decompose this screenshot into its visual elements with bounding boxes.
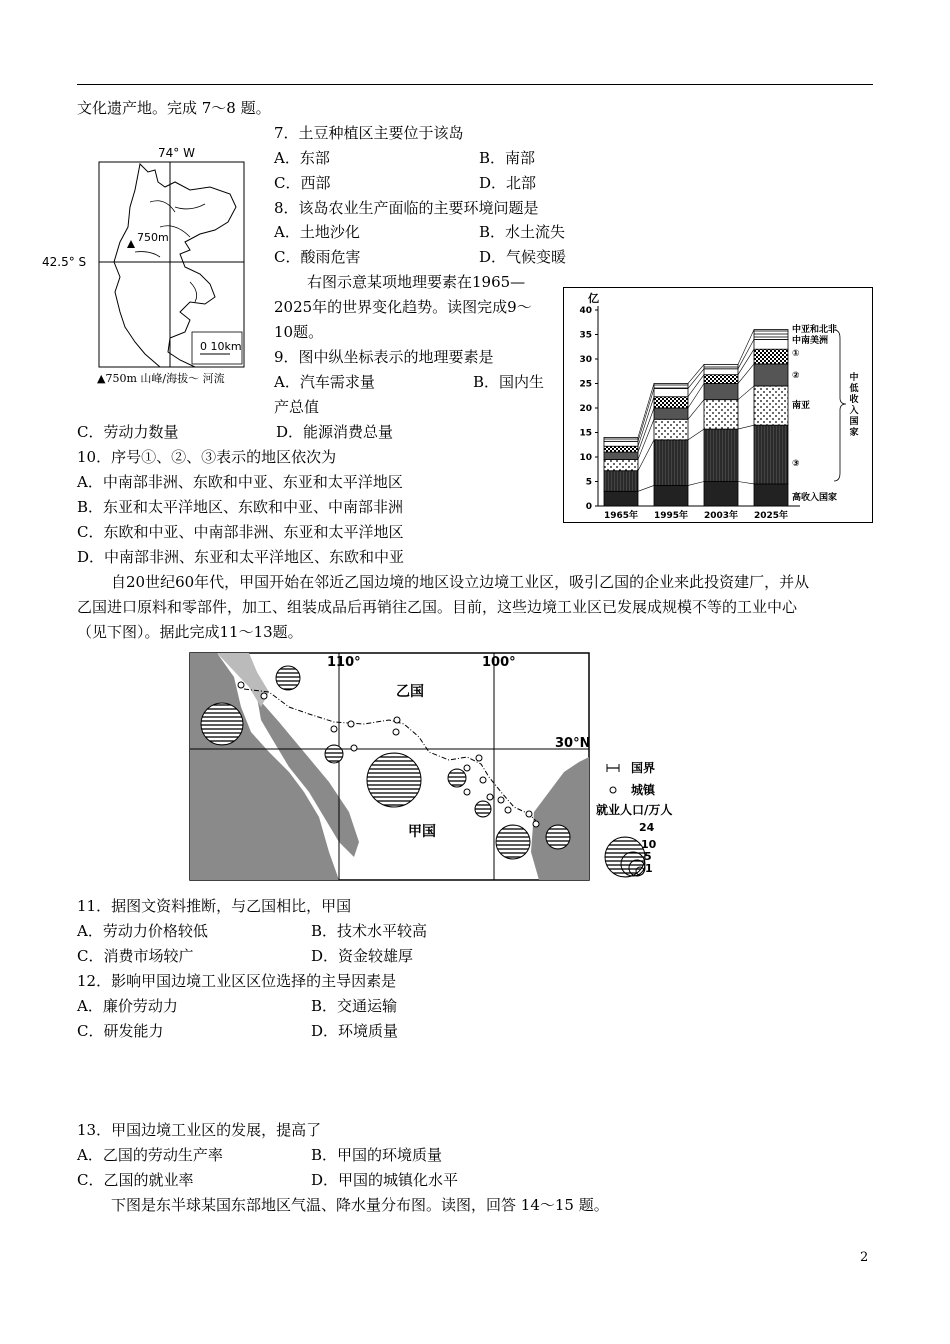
q12-stem: 12．影响甲国边境工业区区位选择的主导因素是 <box>77 972 397 990</box>
bar-segment <box>754 484 788 506</box>
series-label: 中南美洲 <box>792 336 829 346</box>
series-label: ② <box>792 371 800 381</box>
y-tick-label: 10 <box>579 453 592 463</box>
bar-segment <box>604 471 638 492</box>
q11-option-a: A．劳动力价格较低 <box>77 922 208 940</box>
series-label: 高收入国家 <box>792 493 838 503</box>
legend-border-label: 国界 <box>631 761 656 775</box>
border-industry-map <box>189 652 689 884</box>
q13-option-d: D．甲国的城镇化水平 <box>311 1171 459 1189</box>
q7-option-a: A．东部 <box>274 149 330 167</box>
bar-segment <box>654 397 688 408</box>
bar-segment <box>604 452 638 459</box>
y-axis-unit: 亿 <box>588 292 599 305</box>
series-connector <box>688 364 704 383</box>
bar-segment <box>754 339 788 349</box>
q11-option-d: D．资金较雄厚 <box>311 947 414 965</box>
page-number: 2 <box>860 1250 869 1265</box>
bar-segment <box>604 446 638 452</box>
center-large-west <box>201 703 243 745</box>
legend-pop-title: 就业人口/万人 <box>596 803 673 817</box>
legend-value-1: 1 <box>645 862 653 875</box>
border-map-lat: 30°N <box>555 736 591 751</box>
center-medium-nw <box>276 666 300 690</box>
series-connector <box>638 485 654 491</box>
q12-option-b: B．交通运输 <box>311 997 398 1015</box>
y-tick-label: 25 <box>579 379 592 390</box>
y-tick-label: 0 <box>585 502 592 512</box>
bar-segment <box>654 384 688 389</box>
y-tick-label: 15 <box>579 428 592 439</box>
q9-option-b: B．国内生 <box>473 373 545 391</box>
y-tick-label: 5 <box>585 477 592 488</box>
bar-segment <box>704 384 738 400</box>
series-connector <box>738 425 754 429</box>
q8-stem: 8．该岛农业生产面临的主要环境问题是 <box>274 199 539 217</box>
q8-option-d: D．气候变暖 <box>479 248 567 266</box>
q8-option-c: C．酸雨危害 <box>274 248 361 266</box>
bar-segment <box>604 437 638 441</box>
country-north-label: 乙国 <box>396 684 424 700</box>
q10-option-c: C．东欧和中亚、中南部非洲、东亚和太平洋地区 <box>77 523 404 541</box>
series-connector <box>688 384 704 409</box>
bar-segment <box>654 388 688 396</box>
bar-segment <box>754 349 788 364</box>
island-lon-label: 74° W <box>158 146 195 160</box>
bar-segment <box>704 369 738 375</box>
series-connector <box>738 386 754 400</box>
bar-segment <box>754 386 788 425</box>
intro-tail: 文化遗产地。完成 7～8 题。 <box>77 99 271 117</box>
center-medium-se <box>496 825 530 859</box>
q11-option-c: C．消费市场较广 <box>77 947 194 965</box>
q12-option-a: A．廉价劳动力 <box>77 997 178 1015</box>
center-small-3 <box>475 801 491 817</box>
group-bracket <box>834 330 846 481</box>
q11-stem: 11．据图文资料推断，与乙国相比，甲国 <box>77 897 352 915</box>
series-connector <box>738 349 754 374</box>
bar-segment <box>704 375 738 384</box>
q10-option-a: A．中南部非洲、东欧和中亚、东亚和太平洋地区 <box>77 473 403 491</box>
legend-town-icon <box>610 787 616 793</box>
island-lat-label: 42.5° S <box>42 255 87 269</box>
q9-option-a: A．汽车需求量 <box>274 373 375 391</box>
series-connector <box>688 400 704 420</box>
q7-option-c: C．西部 <box>274 174 331 192</box>
q10-option-b: B．东亚和太平洋地区、东欧和中亚、中南部非洲 <box>77 498 404 516</box>
bar-segment <box>704 400 738 429</box>
y-tick-label: 40 <box>579 306 592 316</box>
p11-line3: （见下图）。据此完成11～13题。 <box>77 623 303 641</box>
p14-intro: 下图是东半球某国东部地区气温、降水量分布图。读图，回答 14～15 题。 <box>111 1196 609 1214</box>
group-label-char: 低 <box>849 384 859 394</box>
border-map-lon1: 110° <box>327 655 361 670</box>
q11-option-b: B．技术水平较高 <box>311 922 428 940</box>
top-rule <box>77 84 873 85</box>
group-label-char: 中 <box>849 373 859 383</box>
q13-option-b: B．甲国的环境质量 <box>311 1146 443 1164</box>
legend-value-24: 24 <box>639 821 655 834</box>
group-label-char: 家 <box>849 428 859 438</box>
q13-option-c: C．乙国的就业率 <box>77 1171 194 1189</box>
center-small-1 <box>325 745 343 763</box>
group-label-char: 国 <box>849 417 859 427</box>
series-label: 中亚和北非 <box>792 325 838 335</box>
bar-segment <box>704 429 738 481</box>
q8-option-b: B．水土流失 <box>479 223 566 241</box>
bar-segment <box>654 408 688 419</box>
series-connector <box>688 482 704 486</box>
bar-segment <box>654 485 688 506</box>
q12-option-c: C．研发能力 <box>77 1022 164 1040</box>
bar-segment <box>604 491 638 506</box>
bar-segment <box>704 364 738 368</box>
legend-value-10: 10 <box>641 838 657 851</box>
series-connector <box>738 330 754 365</box>
q10-option-d: D．中南部非洲、东亚和太平洋地区、东欧和中亚 <box>77 548 405 566</box>
q10-stem: 10．序号①、②、③表示的地区依次为 <box>77 448 337 466</box>
bar-segment <box>704 482 738 507</box>
series-label: ① <box>792 349 800 359</box>
country-south-label: 甲国 <box>408 824 436 840</box>
series-connector <box>638 440 654 471</box>
x-tick-label: 1995年 <box>653 511 689 521</box>
p9-intro-line3: 10题。 <box>274 323 324 341</box>
island-map <box>40 142 260 392</box>
q12-option-d: D．环境质量 <box>311 1022 399 1040</box>
bar-segment <box>754 425 788 484</box>
p9-intro-line1: 右图示意某项地理要素在1965— <box>307 273 526 291</box>
x-tick-label: 2025年 <box>753 511 789 521</box>
q13-stem: 13．甲国边境工业区的发展，提高了 <box>77 1121 322 1139</box>
q9-option-d: D．能源消费总量 <box>276 423 394 441</box>
group-label-char: 入 <box>849 406 859 416</box>
center-largest <box>367 753 421 807</box>
x-tick-label: 1965年 <box>603 511 639 521</box>
q9-option-b-cont: 产总值 <box>274 398 320 416</box>
x-tick-label: 2003年 <box>703 511 739 521</box>
q9-stem: 9．图中纵坐标表示的地理要素是 <box>274 348 494 366</box>
series-connector <box>738 482 754 484</box>
y-tick-label: 35 <box>579 330 592 341</box>
island-scale-label: 0 10km <box>200 340 242 353</box>
bar-segment <box>654 419 688 440</box>
legend-town-label: 城镇 <box>631 783 656 797</box>
energy-bar-chart <box>563 287 873 523</box>
bar-segment <box>754 330 788 340</box>
center-small-2 <box>448 769 466 787</box>
q7-stem: 7．土豆种植区主要位于该岛 <box>274 124 464 142</box>
bar-segment <box>654 440 688 486</box>
legend-value-5: 5 <box>644 850 652 863</box>
series-connector <box>738 364 754 384</box>
peak-icon <box>127 240 135 248</box>
center-medium-east <box>546 825 570 849</box>
series-connector <box>738 339 754 368</box>
y-tick-label: 20 <box>579 404 592 414</box>
group-label-char: 收 <box>849 395 859 405</box>
series-label: 南亚 <box>792 401 811 411</box>
series-label: ③ <box>792 459 800 469</box>
p11-line1: 自20世纪60年代，甲国开始在邻近乙国边境的地区设立边境工业区，吸引乙国的企业来此投资建厂，并从 <box>111 573 810 591</box>
island-peak-label: 750m <box>137 231 169 244</box>
q9-option-c: C．劳动力数量 <box>77 423 179 441</box>
bar-segment <box>754 364 788 386</box>
bar-segment <box>604 459 638 470</box>
p11-line2: 乙国进口原料和零部件，加工、组装成品后再销往乙国。目前，这些边境工业区已发展成规模不等的工业中心 <box>77 598 798 616</box>
border-map-lon2: 100° <box>482 655 516 670</box>
island-legend: ▲750m 山峰/海拔〜 河流 <box>97 372 225 385</box>
q13-option-a: A．乙国的劳动生产率 <box>77 1146 223 1164</box>
p9-intro-line2: 2025年的世界变化趋势。读图完成9～ <box>274 298 532 316</box>
q7-option-b: B．南部 <box>479 149 536 167</box>
y-tick-label: 30 <box>579 355 592 365</box>
q7-option-d: D．北部 <box>479 174 537 192</box>
series-connector <box>688 429 704 440</box>
bar-segment <box>604 441 638 446</box>
q8-option-a: A．土地沙化 <box>274 223 360 241</box>
